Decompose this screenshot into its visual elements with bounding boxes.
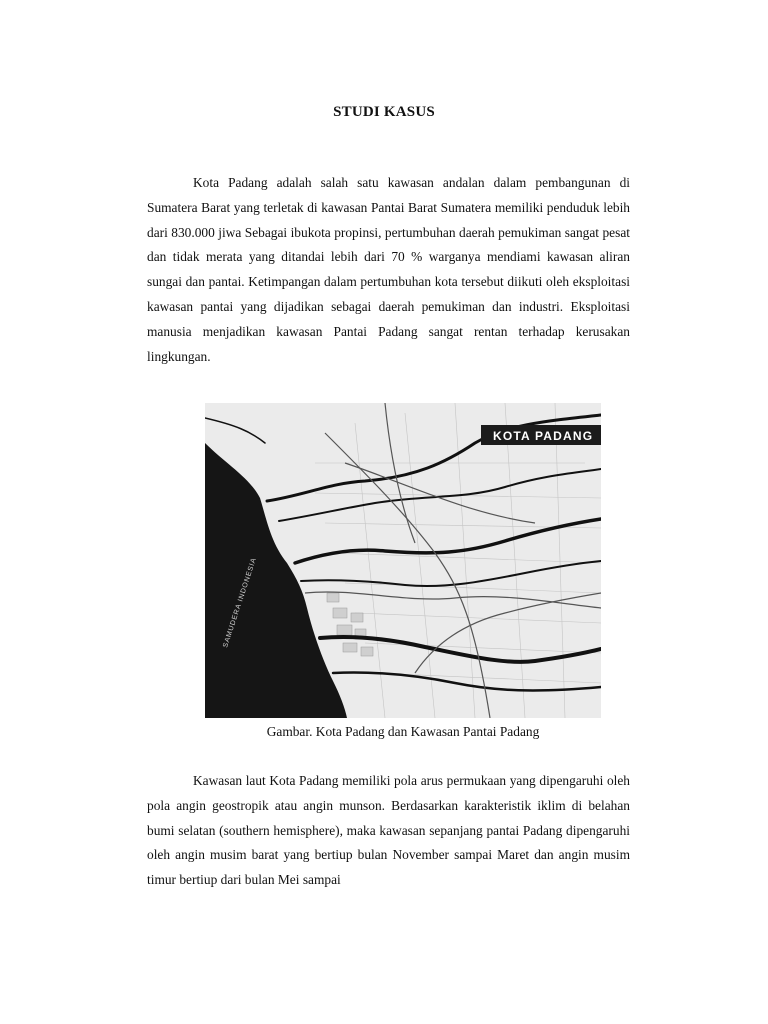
map-title: KOTA PADANG (493, 429, 594, 443)
map-figure (205, 403, 601, 718)
paragraph-monsoon: Kawasan laut Kota Padang memiliki pola arus permukaan yang dipengaruhi oleh pola angin geostropik atau angin munson. Berdasarkan karakteristik iklim di belahan bumi selatan (southern hemisphere), maka kawasan sepanjang pantai Padang dipengaruhi oleh angin musim barat yang bertiup bulan November sampai Maret dan angin musim timur bertiup dari bulan Mei sampai (147, 773, 630, 888)
page-title: STUDI KASUS (333, 104, 435, 120)
figure-caption: Gambar. Kota Padang dan Kawasan Pantai Padang (266, 724, 540, 739)
paragraph-intro: Kota Padang adalah salah satu kawasan andalan dalam pembangunan di Sumatera Barat yang terletak di kawasan Pantai Barat Sumatera memiliki penduduk lebih dari 830.000 jiwa Sebagai ibukota propinsi, pertumbuhan daerah pemukiman sangat pesat dan tidak merata yang ditandai lebih dari 70 % warganya mendiami kawasan aliran sungai dan pantai. Ketimpangan dalam pertumbuhan kota tersebut diikuti oleh eksploitasi kawasan pantai yang dijadikan sebagai daerah pemukiman dan industri. Eksploitasi manusia menjadikan kawasan Pantai Padang sangat rentan terhadap kerusakan lingkungan. (147, 175, 630, 364)
padang-map-image (205, 403, 601, 718)
ocean-label: SAMUDERA INDONESIA (222, 556, 258, 649)
